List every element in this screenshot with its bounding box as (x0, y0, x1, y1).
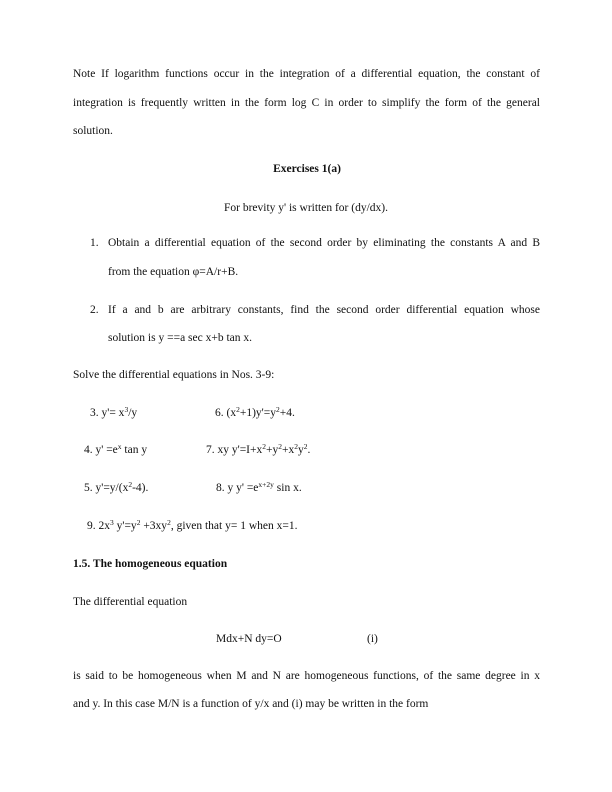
equation-8: 8. y $y' =e^{x+2y}$ sin x. (216, 480, 302, 494)
section-para-line-2: and y. In this case M/N is a function of y/x and (i) may be written in the form (73, 698, 429, 710)
section-intro: The differential equation (73, 596, 188, 608)
equation-3: 3. $y'= x^3/y$ (90, 405, 138, 419)
item-1-line-1: Obtain a differential equation of the second order by eliminating the constants A and B (108, 237, 540, 249)
equation-6: 6. $(x^2+1)y'=y^2+4$. (215, 405, 295, 419)
item-1-line-2: from the equation φ=A/r+B. (108, 266, 239, 278)
note-line-2: integration is frequently written in the form log C in order to simplify the form of the general (73, 97, 540, 109)
section-para-line-1: is said to be homogeneous when M and N are homogeneous functions, of the same degree in x (73, 670, 540, 682)
brevity-note: For brevity y' is written for (dy/dx). (223, 202, 388, 214)
exercises-title: Exercises 1(a) (273, 163, 341, 175)
equation-i-label: (i) (367, 633, 378, 645)
equation-7: 7. xy $y'=I+x^2+y^2+x^2y^2$. (206, 442, 311, 456)
equation-i: Mdx+N dy=O (216, 633, 282, 645)
equation-5: 5. $y'=y/(x^2-4)$. (84, 480, 149, 494)
equation-9: 9. $2x^3$ $y'=y^2 +3xy^2$, given that y= 1 when x=1. (87, 518, 298, 532)
item-1-number: 1. (90, 237, 99, 249)
equation-4: 4. $y' =e^x$ tan y (84, 442, 148, 456)
item-2-number: 2. (90, 304, 99, 316)
solve-intro: Solve the differential equations in Nos. 3-9: (73, 369, 275, 381)
item-2-line-2: solution is y ==a sec x+b tan x. (108, 332, 253, 344)
item-2-line-1: If a and b are arbitrary constants, find the second order differential equation whose (108, 304, 540, 316)
note-line-1: Note If logarithm functions occur in the integration of a differential equation, the constant of (73, 68, 540, 80)
note-line-3: solution. (73, 125, 113, 137)
section-heading: 1.5. The homogeneous equation (73, 558, 228, 570)
